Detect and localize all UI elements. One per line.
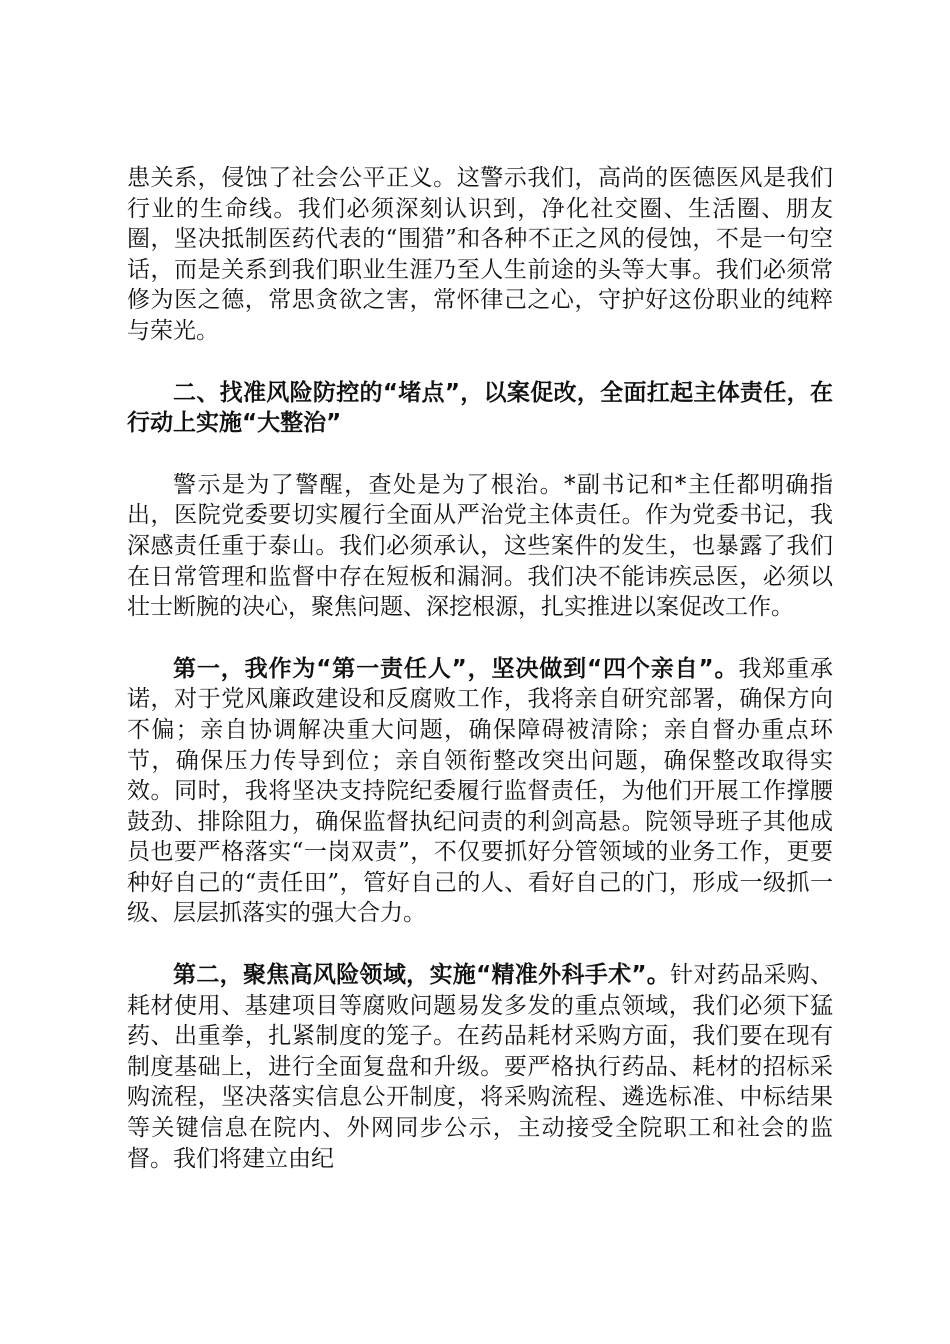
point-two-lead: 第二，聚焦高风险领域，实施“精准外科手术”。 xyxy=(173,962,671,989)
paragraph-point-one xyxy=(127,654,833,929)
paragraph-warning: 警示是为了警醒，查处是为了根治。*副书记和*主任都明确指出，医院党委要切实履行全面从严治党主体责任。作为党委书记，我深感责任重于泰山。我们必须承认，这些案件的发生，也暴露了我们在日常管理和监督中存在短板和漏洞。我们决不能讳疾忌医，必须以壮士断腕的决心，聚焦问题、深挖根源，扎实推进以案促改工作。 xyxy=(127,471,833,621)
paragraph-continuation: 患关系，侵蚀了社会公平正义。这警示我们，高尚的医德医风是我们行业的生命线。我们必须深刻认识到，净化社交圈、生活圈、朋友圈，坚决抵制医药代表的“围猎”和各种不正之风的侵蚀，不是一句空话，而是关系到我们职业生涯乃至人生前途的头等大事。我们必须常修为医之德，常思贪欲之害，常怀律己之心，守护好这份职业的纯粹与荣光。 xyxy=(127,165,833,344)
point-two-body: 针对药品采购、耗材使用、基建项目等腐败问题易发多发的重点领域，我们必须下猛药、出重拳，扎紧制度的笼子。在药品耗材采购方面，我们要在现有制度基础上，进行全面复盘和升级。要严格执行药品、耗材的招标采购流程，坚决落实信息公开制度，将采购流程、遴选标准、中标结果等关键信息在院内、外网同步公示，主动接受全院职工和社会的监督。我们将建立由纪 xyxy=(127,962,834,1172)
point-one-lead: 第一，我作为“第一责任人”，坚决做到“四个亲自”。 xyxy=(173,655,739,682)
point-one-body: 我郑重承诺，对于党风廉政建设和反腐败工作，我将亲自研究部署，确保方向不偏；亲自协调解决重大问题，确保障碍被清除；亲自督办重点环节，确保压力传导到位；亲自领衔整改突出问题，确保整改取得实效。同时，我将坚决支持院纪委履行监督责任，为他们开展工作撑腰鼓劲、排除阻力，确保监督执纪问责的利剑高悬。院领导班子其他成员也要严格落实“一岗双责”，不仅要抓好分管领域的业务工作，更要种好自己的“责任田”，管好自己的人、看好自己的门，形成一级抓一级、层层抓落实的强大合力。 xyxy=(127,655,834,927)
paragraph-point-two xyxy=(127,960,833,1174)
section-heading: 二、找准风险防控的“堵点”，以案促改，全面扛起主体责任，在行动上实施“大整治” xyxy=(127,379,833,437)
document-body xyxy=(127,163,833,1174)
